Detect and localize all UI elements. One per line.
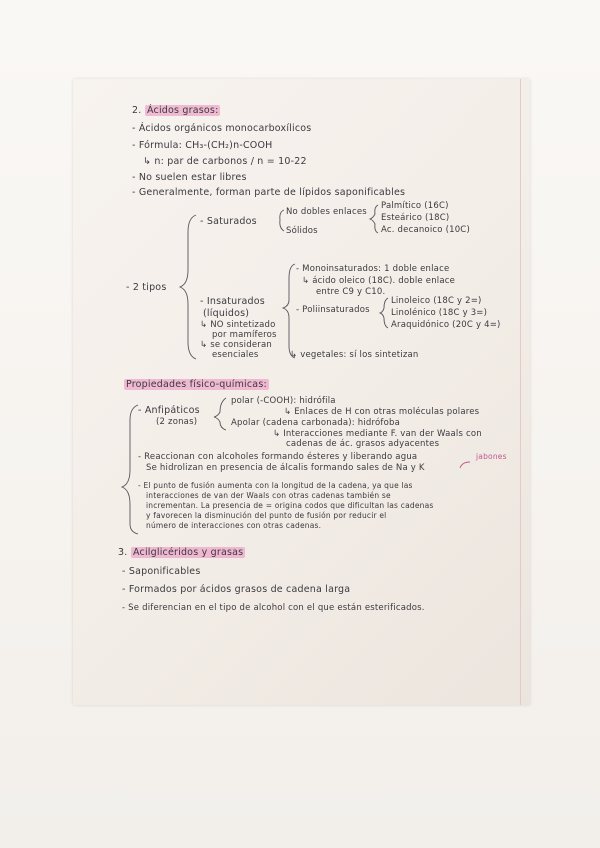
solidos: Sólidos [286,226,318,236]
section3-line-1: - Saponificables [122,566,201,577]
brace-sat-examples [370,205,378,233]
no-dobles-enlaces: No dobles enlaces [286,207,367,217]
section3-line-3: - Se diferencian en el tipo de alcohol con el que están esterificados. [122,603,425,613]
estearico: Esteárico (18C) [381,213,450,223]
acido-oleico: ↳ ácido oleico (18C). doble enlace [302,276,456,286]
anfipaticos: - Anfipáticos [138,405,200,416]
dos-zonas: (2 zonas) [156,417,198,427]
section3-number: 3. [118,547,128,558]
brace-poli [380,298,388,328]
brace-propiedades [122,405,138,534]
liquidos: (líquidos) [203,308,250,319]
decanoico: Ac. decanoico (10C) [381,225,470,235]
monoinsaturados: - Monoinsaturados: 1 doble enlace [296,264,450,274]
vegetales: ↳ vegetales: sí los sintetizan [290,350,419,360]
fusion-line-2: interacciones de van der Waals con otras cadenas también se [146,491,391,500]
section2-line-3: ↳ n: par de carbonos / n = 10-22 [143,156,307,167]
brace-insaturados [283,264,295,358]
brace-tipos [180,215,196,359]
insaturados-label: - Insaturados [200,296,265,307]
apolar: Apolar (cadena carbonada): hidrófoba [231,418,401,428]
saturados-label: - Saturados [200,216,257,227]
polar: polar (-COOH): hidrófila [231,396,336,406]
fusion-line-3: incrementan. La presencia de = origina codos que dificultan las cadenas [146,501,434,510]
palmitico: Palmítico (16C) [381,201,449,211]
no-sintetizado: ↳ NO sintetizado [200,320,276,330]
section3-line-2: - Formados por ácidos grasos de cadena larga [122,584,351,595]
esenciales: esenciales [212,350,259,360]
fusion-line-1: - El punto de fusión aumenta con la longitud de la cadena, ya que las [138,481,413,490]
section2-line-4: - No suelen estar libres [132,172,247,183]
linolenico: Linolénico (18C y 3=) [391,308,488,318]
fusion-line-5: número de interacciones con otras cadenas. [146,521,322,530]
brace-saturados [280,210,284,231]
apolar-sub-1: ↳ Interacciones mediante F. van der Waals con [273,429,482,439]
propiedades-title: Propiedades físico-químicas: [126,379,267,390]
fusion-line-4: y favorecen la disminución del punto de fusión por reducir el [146,511,387,520]
section2-line-1: - Ácidos orgánicos monocarboxílicos [132,123,312,134]
apolar-sub-2: cadenas de ác. grasos adyacentes [286,439,440,449]
section2-line-5: - Generalmente, forman parte de lípidos saponificables [132,187,406,198]
brace-anfipaticos [214,398,226,430]
section2-title: Ácidos grasos: [147,105,219,116]
polar-sub: ↳ Enlaces de H con otras moléculas polares [284,407,480,417]
por-mamiferos: por mamíferos [212,330,277,340]
tipos-label: - 2 tipos [126,282,167,293]
linoleico: Linoleico (18C y 2=) [391,296,482,306]
jabones-arrow [460,462,470,468]
se-consideran: ↳ se consideran [200,340,272,350]
jabones-note: jabones [476,452,507,461]
section2-number: 2. [132,105,142,116]
entre-c9-c10: entre C9 y C10. [316,287,386,297]
section2-line-2: - Fórmula: CH₃-(CH₂)n-COOH [132,140,273,151]
reaccionan-1: - Reaccionan con alcoholes formando ésteres y liberando agua [138,452,418,462]
araquidonico: Araquidónico (20C y 4=) [391,320,501,330]
section3-title: Acilglicéridos y grasas [133,547,244,558]
reaccionan-2: Se hidrolizan en presencia de álcalis formando sales de Na y K [146,463,425,473]
poliinsaturados: - Poliinsaturados [296,305,370,315]
